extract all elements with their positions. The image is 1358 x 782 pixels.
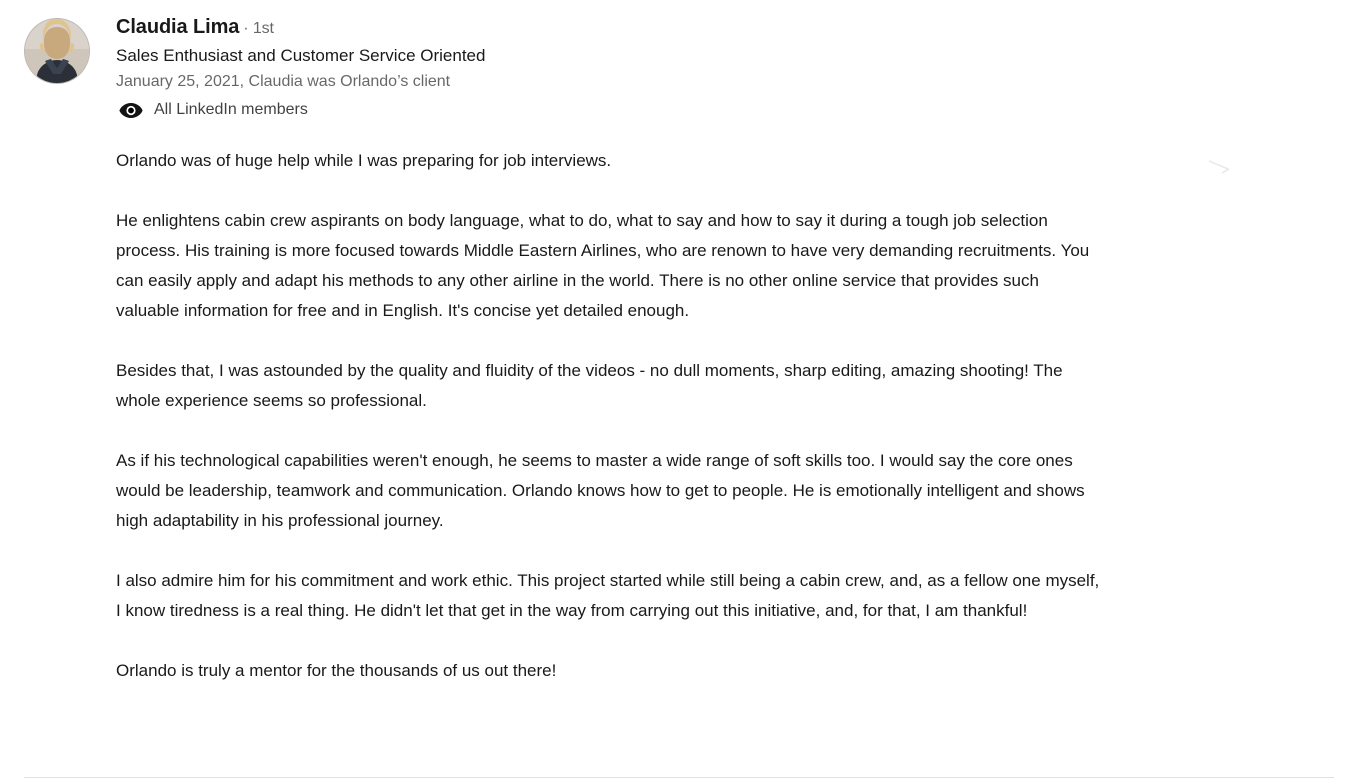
recommendation-header: [24, 12, 1334, 120]
visibility-label: All LinkedIn members: [154, 101, 308, 118]
connection-degree: · 1st: [243, 20, 274, 37]
recommendation-paragraph: He enlightens cabin crew aspirants on body language, what to do, what to say and how to say it during a tough job selection process. His training is more focused towards Middle Eastern Airlines, who are renown to have very demanding recruitments. You can easily apply and adapt his methods to any other airline in the world. There is no other online service that provides such valuable information for free and in English. It's concise yet detailed enough.: [116, 211, 1090, 320]
cursor-artifact: [1208, 160, 1230, 174]
section-divider: [24, 777, 1334, 778]
recommendation-paragraph: I also admire him for his commitment and work ethic. This project started while still being a cabin crew, and, as a fellow one myself, I know tiredness is a real thing. He didn't let that get in the way from carrying out this initiative, and, for that, I am thankful!: [116, 571, 1100, 620]
recommendation-paragraph: Orlando was of huge help while I was preparing for job interviews.: [116, 151, 612, 170]
recommendation-text: [24, 146, 1334, 686]
author-name-line: [116, 14, 1334, 42]
recommendation-paragraph: Besides that, I was astounded by the quality and fluidity of the videos - no dull moments, sharp editing, amazing shooting! The whole experience seems so professional.: [116, 361, 1063, 410]
eye-icon: [118, 100, 144, 120]
avatar-container[interactable]: [24, 12, 96, 84]
author-info: [96, 12, 1334, 120]
recommendation-paragraph: As if his technological capabilities weren't enough, he seems to master a wide range of soft skills too. I would say the core ones would be leadership, teamwork and communication. Orlando knows how to get to people. He is emotionally intelligent and shows high adaptability in his professional journey.: [116, 451, 1085, 530]
author-headline: Sales Enthusiast and Customer Service Oriented: [116, 46, 486, 65]
visibility-row: [116, 100, 1334, 120]
recommendation-paragraph: Orlando is truly a mentor for the thousands of us out there!: [116, 661, 557, 680]
avatar[interactable]: [24, 18, 90, 84]
author-name[interactable]: Claudia Lima: [116, 16, 240, 38]
recommendation-relationship: January 25, 2021, Claudia was Orlando’s client: [116, 73, 451, 90]
